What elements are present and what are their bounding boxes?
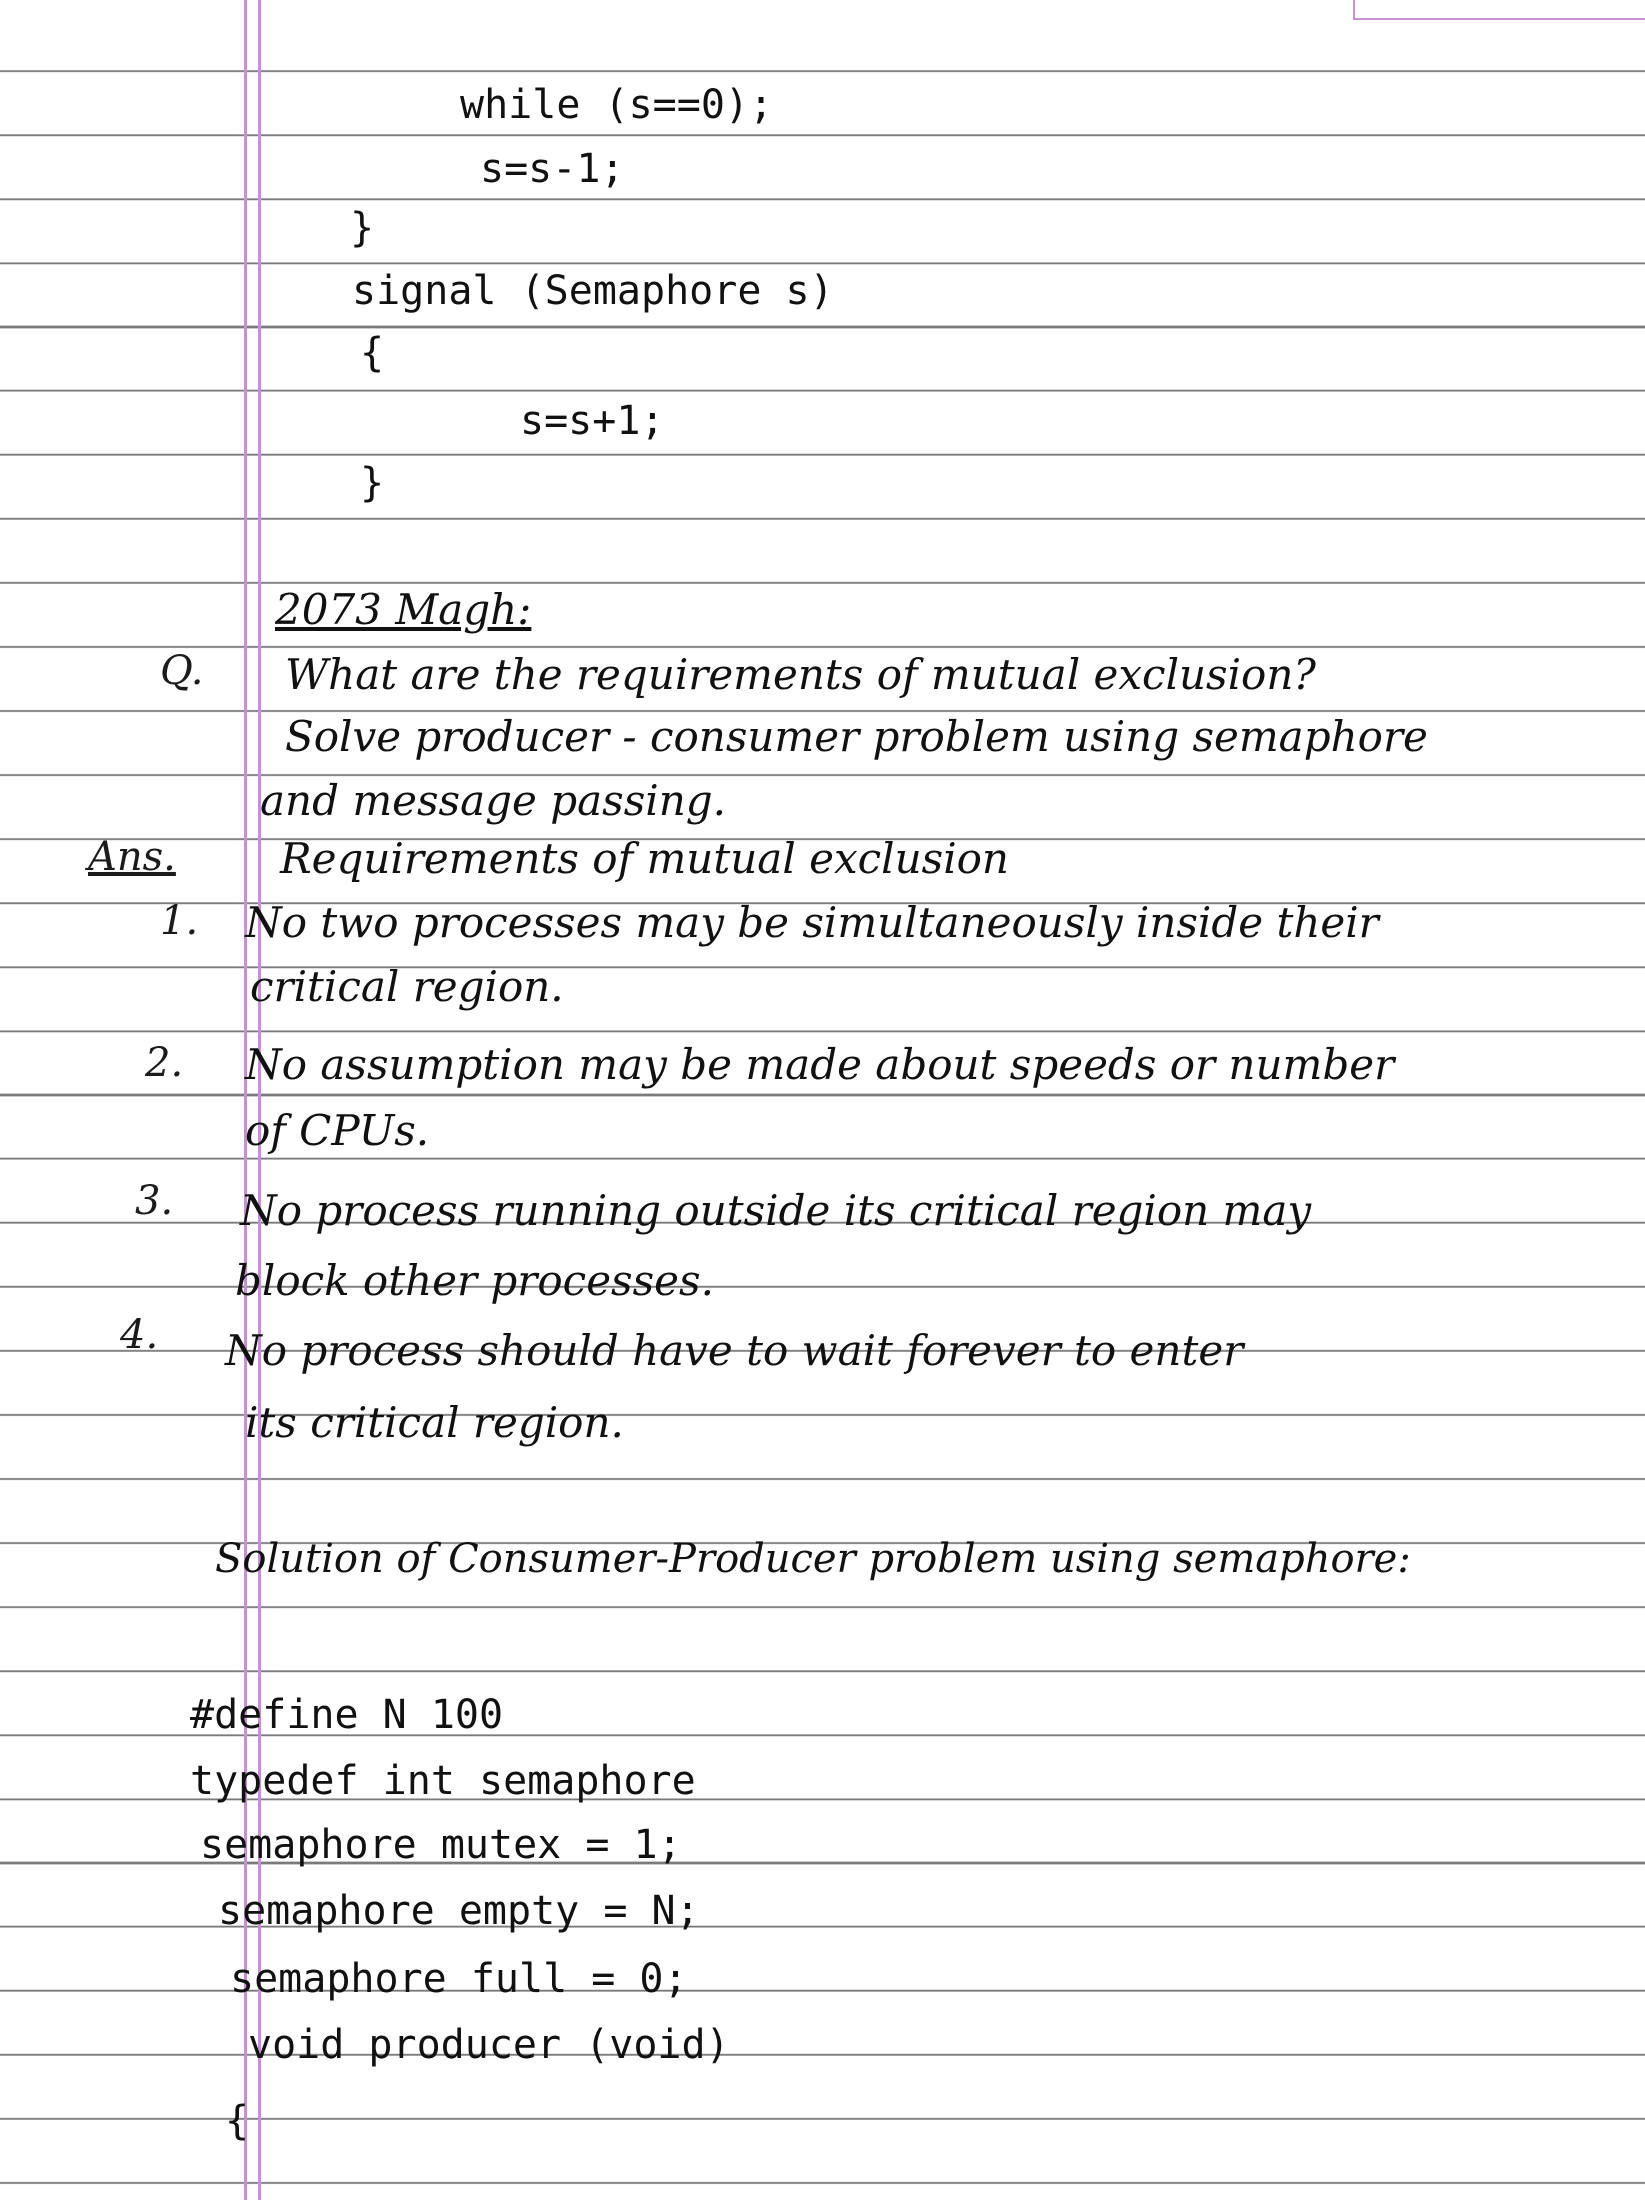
solution-heading: Solution of Consumer-Producer problem using semaphore: — [215, 1536, 1411, 1582]
code-line: typedef int semaphore — [190, 1758, 696, 1804]
requirement-number: 3. — [135, 1178, 174, 1224]
margin-line — [258, 0, 261, 2200]
margin-line — [244, 0, 247, 2200]
requirement-number: 2. — [145, 1040, 184, 1086]
page-corner-mark — [1353, 0, 1645, 20]
requirement-text: of CPUs. — [245, 1106, 430, 1155]
code-line: #define N 100 — [190, 1692, 504, 1738]
requirement-text: No two processes may be simultaneously inside their — [245, 898, 1379, 947]
requirement-text: block other processes. — [235, 1256, 714, 1305]
code-line: semaphore empty = N; — [218, 1888, 700, 1934]
code-line: void producer (void) — [248, 2022, 730, 2068]
requirement-text: critical region. — [250, 962, 564, 1011]
code-line: semaphore full = 0; — [230, 1956, 688, 2002]
code-line: semaphore mutex = 1; — [200, 1822, 682, 1868]
code-line: s=s-1; — [480, 146, 625, 192]
requirement-number: 4. — [120, 1312, 159, 1358]
code-line: { — [225, 2098, 250, 2144]
requirement-text: No process running outside its critical region may — [240, 1186, 1312, 1235]
question-label: Q. — [160, 648, 204, 694]
question-line: and message passing. — [260, 776, 726, 825]
code-line: } — [350, 205, 375, 251]
exam-heading: 2073 Magh: — [275, 585, 532, 634]
code-line: signal (Semaphore s) — [352, 268, 834, 314]
requirement-number: 1. — [160, 898, 199, 944]
code-line: { — [360, 330, 385, 376]
answer-label: Ans. — [88, 834, 176, 880]
answer-heading: Requirements of mutual exclusion — [280, 834, 1009, 883]
requirement-text: No process should have to wait forever to enter — [225, 1326, 1244, 1375]
code-line: s=s+1; — [520, 398, 665, 444]
question-line: What are the requirements of mutual exclusion? — [285, 650, 1316, 699]
question-line: Solve producer - consumer problem using semaphore — [285, 712, 1428, 761]
requirement-text: its critical region. — [245, 1398, 624, 1447]
code-line: while (s==0); — [460, 82, 774, 128]
code-line: } — [360, 460, 385, 506]
requirement-text: No assumption may be made about speeds or number — [245, 1040, 1395, 1089]
